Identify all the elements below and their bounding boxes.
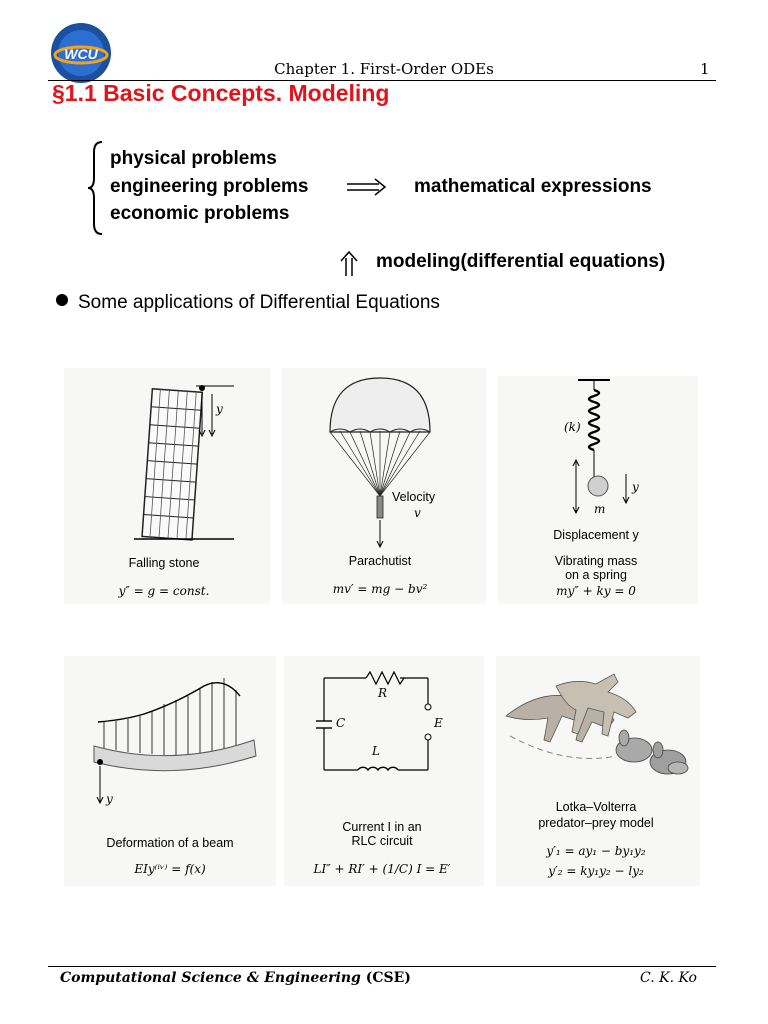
spring-equation: my″ + ky = 0 [556, 584, 636, 598]
rlc-caption-line1: Current I in an [342, 820, 422, 834]
page-number: 1 [700, 60, 710, 78]
rlc-c-label: C [336, 716, 346, 730]
spring-mass-illustration [498, 376, 698, 516]
spring-m-label: m [594, 502, 606, 516]
rlc-l-label: L [372, 744, 380, 758]
chapter-header: Chapter 1. First-Order ODEs [274, 60, 494, 78]
problem-physical: physical problems [110, 148, 277, 169]
predator-prey-illustration [496, 656, 700, 796]
beam-caption: Deformation of a beam [106, 836, 234, 850]
falling-caption: Falling stone [128, 556, 200, 570]
rlc-r-label: R [378, 686, 388, 700]
leaning-tower-illustration [64, 368, 270, 548]
rlc-circuit-illustration [284, 656, 484, 786]
figure-rlc-circuit [284, 656, 484, 886]
parachute-caption: Parachutist [348, 554, 412, 568]
modeling-bold: modeling [376, 251, 461, 272]
left-brace [86, 140, 106, 236]
spring-caption-line1: Vibrating mass [554, 554, 638, 568]
beam-illustration [64, 656, 276, 806]
modeling-paren: (differential equations) [460, 251, 666, 272]
parachute-illustration [282, 368, 486, 548]
problem-engineering: engineering problems [110, 176, 309, 197]
rlc-caption-line2: RLC circuit [351, 834, 413, 848]
lotka-caption-line1: Lotka–Volterra [555, 800, 637, 814]
lotka-caption-line2: predator–prey model [538, 816, 654, 830]
figure-lotka-volterra [496, 656, 700, 886]
applications-text: Some applications of Differential Equations [78, 292, 440, 313]
parachute-equation: mv′ = mg − bv² [332, 582, 428, 596]
figure-falling-stone [64, 368, 270, 604]
figure-vibrating-spring [498, 376, 698, 604]
footer-rule [48, 966, 716, 967]
spring-y-label: y [632, 480, 639, 494]
figure-beam [64, 656, 276, 886]
lotka-equation-2: y′₂ = ky₁y₂ − ly₂ [548, 864, 644, 878]
parachute-v-label: v [414, 506, 421, 520]
section-title: §1.1 Basic Concepts. Modeling [52, 80, 390, 106]
math-expressions: mathematical expressions [414, 176, 652, 197]
falling-equation: y″ = g = const. [118, 584, 210, 598]
implies-arrow-icon [345, 176, 389, 198]
logo-text: WCU [64, 46, 98, 62]
footer-course-plain: (CSE) [360, 970, 411, 986]
footer-course [60, 970, 411, 986]
spring-caption-line2: on a spring [565, 568, 627, 582]
footer-course-italic: Computational Science & Engineering [60, 970, 361, 986]
double-up-arrow-icon [338, 250, 360, 278]
parachute-velocity-label: Velocity [392, 490, 436, 504]
rlc-e-label: E [434, 716, 443, 730]
beam-equation: EIy⁽ⁱᵛ⁾ = f(x) [134, 862, 206, 876]
spring-caption-displacement: Displacement y [553, 528, 639, 542]
falling-y-label: y [216, 402, 223, 416]
beam-y-label: y [106, 792, 113, 806]
lotka-equation-1: y′₁ = ay₁ − by₁y₂ [546, 844, 646, 858]
modeling-note [376, 251, 665, 273]
figure-parachutist [282, 368, 486, 604]
spring-k-label: (k) [564, 420, 581, 434]
bullet-dot-icon [56, 294, 68, 306]
footer-author: C. K. Ko [640, 970, 697, 986]
problem-economic: economic problems [110, 203, 290, 224]
rlc-equation: LI″ + RI′ + (1/C) I = E′ [313, 862, 451, 876]
